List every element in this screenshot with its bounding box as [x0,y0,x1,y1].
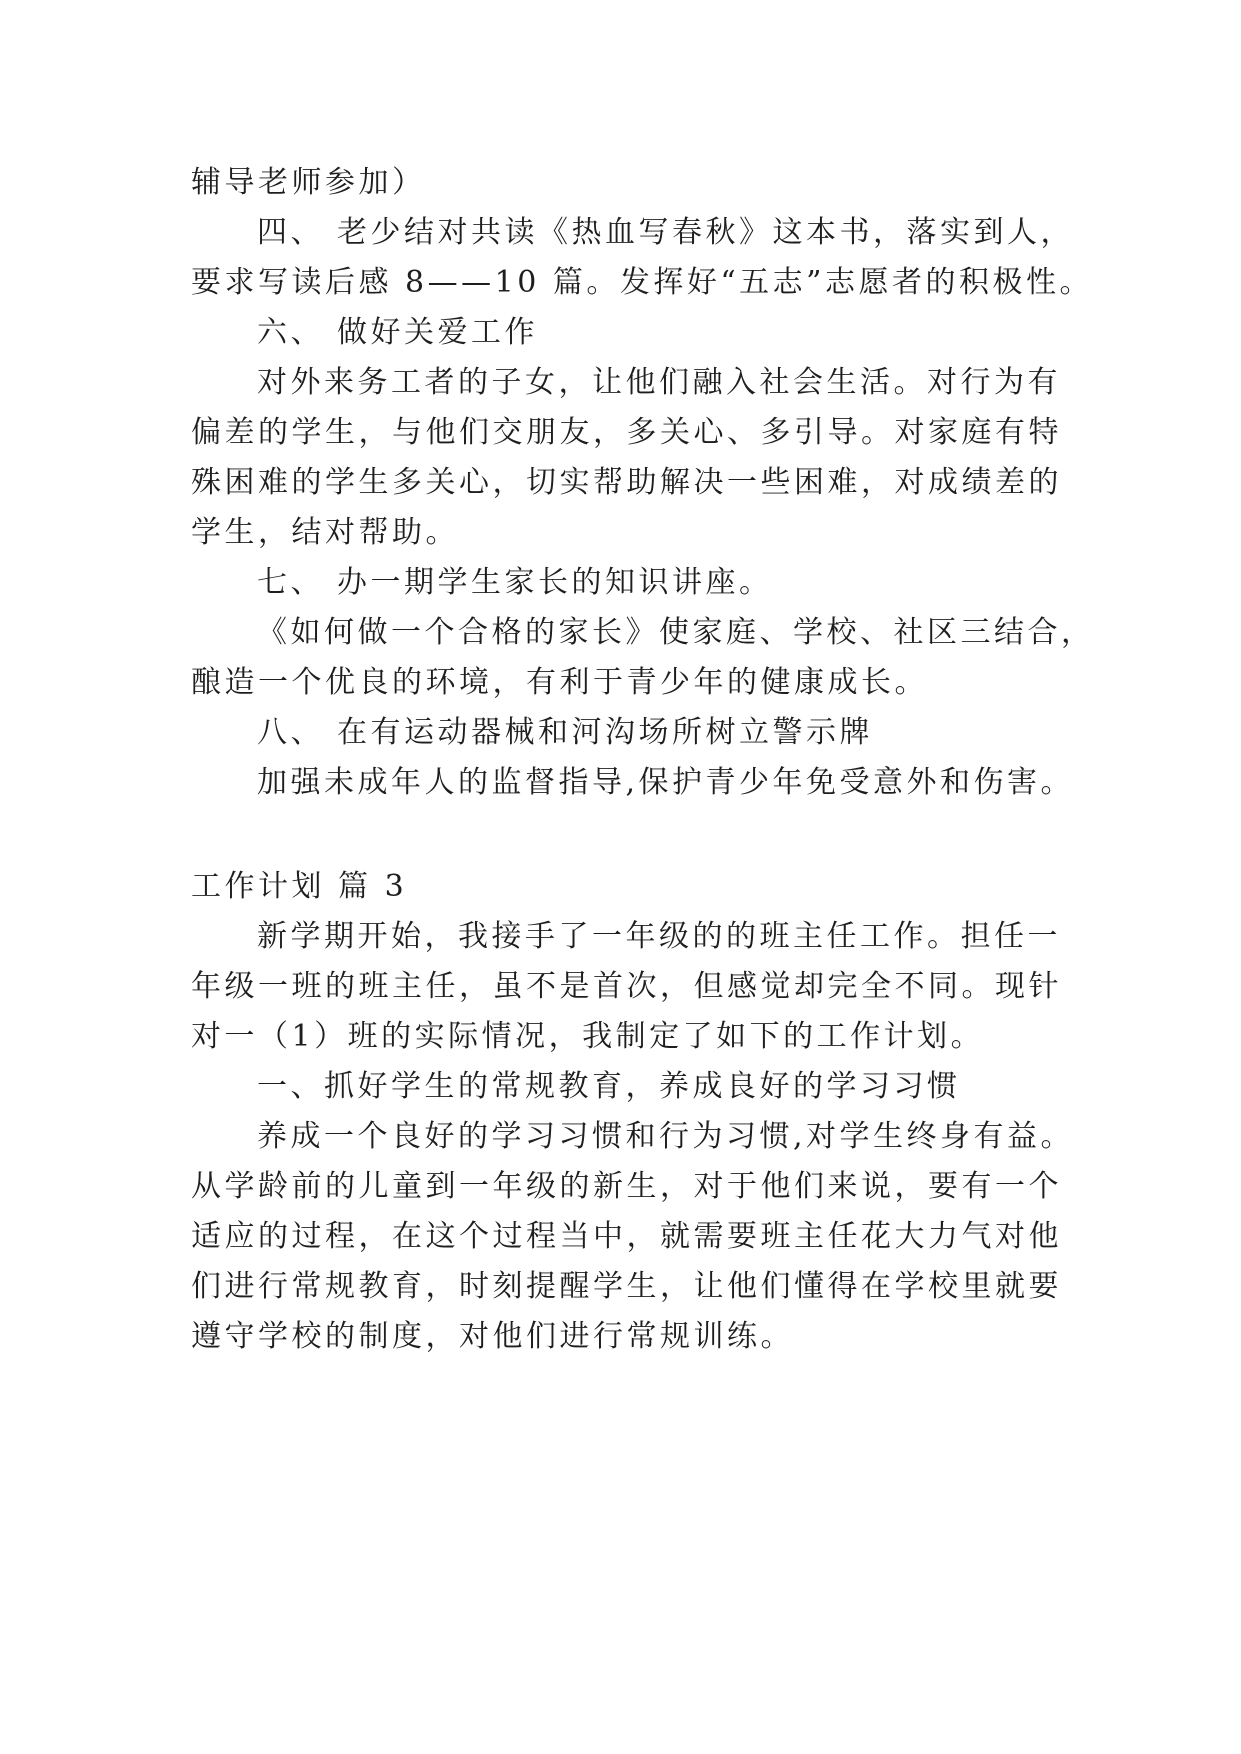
document-section-title: 工作计划 篇 3 [191,869,408,904]
text-line: 学生，结对帮助。 [191,515,459,550]
text-line: 酿造一个优良的环境，有利于青少年的健康成长。 [191,665,928,700]
section-heading-7: 七、 办一期学生家长的知识讲座。 [257,565,773,600]
text-line: 们进行常规教育，时刻提醒学生，让他们懂得在学校里就要 [191,1269,1062,1304]
text-line: 《如何做一个合格的家长》使家庭、学校、社区三结合， [257,615,1095,650]
text-line: 对一（1）班的实际情况，我制定了如下的工作计划。 [191,1019,985,1054]
section-heading-6: 六、 做好关爱工作 [257,315,539,350]
text-line: 加强未成年人的监督指导,保护青少年免受意外和伤害。 [257,765,1075,800]
section-heading-4: 四、 老少结对共读《热血写春秋》这本书，落实到人， [257,215,1075,250]
text-line: 辅导老师参加） [191,165,426,200]
text-line: 偏差的学生，与他们交朋友，多关心、多引导。对家庭有特 [191,415,1062,450]
text-line: 新学期开始，我接手了一年级的的班主任工作。担任一 [257,919,1061,954]
text-line: 遵守学校的制度，对他们进行常规训练。 [191,1319,794,1354]
text-line: 殊困难的学生多关心，切实帮助解决一些困难，对成绩差的 [191,465,1062,500]
text-line: 对外来务工者的子女，让他们融入社会生活。对行为有 [257,365,1061,400]
section-heading-8: 八、 在有运动器械和河沟场所树立警示牌 [257,715,874,750]
text-line: 养成一个良好的学习习惯和行为习惯,对学生终身有益。 [257,1119,1075,1154]
text-line: 要求写读后感 8——10 篇。发挥好“五志”志愿者的积极性。 [191,265,1094,300]
text-line: 年级一班的班主任，虽不是首次，但感觉却完全不同。现针 [191,969,1062,1004]
text-line: 从学龄前的儿童到一年级的新生，对于他们来说，要有一个 [191,1169,1062,1204]
section-heading-1: 一、抓好学生的常规教育，养成良好的学习习惯 [257,1069,961,1104]
text-line: 适应的过程，在这个过程当中，就需要班主任花大力气对他 [191,1219,1062,1254]
